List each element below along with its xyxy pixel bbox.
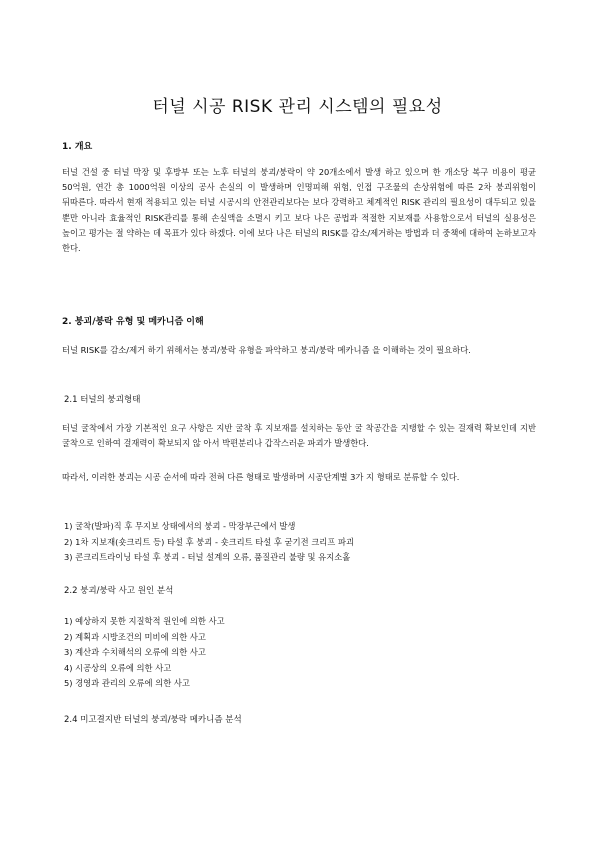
- section-2-intro: 터널 RISK를 감소/제거 하기 위해서는 붕괴/붕락 유형을 파악하고 붕괴/붕락 메카니즘 을 이해하는 것이 필요하다.: [62, 345, 471, 355]
- list-item: 1) 예상하지 못한 지질학적 원인에 의한 사고: [64, 616, 225, 626]
- list-item: 3) 콘크리트라이닝 타설 후 붕괴 - 터널 설계의 오류, 품질관리 불량 및 유지소홀: [64, 552, 351, 562]
- section-2-1-paragraph-2: 따라서, 이러한 붕괴는 시공 순서에 따라 전혀 다른 형태로 발생하며 시공단계별 3가 지 형태로 분류할 수 있다.: [62, 472, 460, 482]
- list-item: 1) 굴착(발파)직 후 무지보 상태에서의 붕괴 - 막장부근에서 발생: [64, 521, 296, 531]
- section-2-1-paragraph-1: 터널 굴착에서 가장 기본적인 요구 사항은 지반 굴착 후 지보재를 설치하는 동안 굴 착공간을 지탱할 수 있는 걸재력 확보인데 지반 굴착으로 인하여 걸재력이 확보되지 않 아서 박편분리나 갑작스러운 파괴가 발생한다.: [62, 423, 536, 449]
- list-item: 3) 계산과 수치해석의 오류에 의한 사고: [64, 647, 206, 657]
- list-item: 2) 계획과 시방조건의 미비에 의한 사고: [64, 631, 206, 642]
- section-1-paragraph: 터널 건설 중 터널 막장 및 후방부 또는 노후 터널의 붕괴/붕락이 약 20개소에서 발생 하고 있으며 한 개소당 복구 비용이 평균 50억원, 연간 총 1000억원 이상의 공사 손실의 이 발생하며 인명피해 위험, 인접 구조물의 손상위험에 따른 2차 붕괴위험이 뒤따른다. 따라서 현재 적용되고 있는 터널 시공시의 안전관리보다는 보다 강력하고 체계적인 RISK 관리의 필요성이 대두되고 있을 뿐만 아니라 효율적인 RISK관리를 통해 손실액을 소멸시 키고 보다 나은 공법과 적절한 지보재를 사용함으로서 터널의 실용성은 높이고 평가는 절 약하는 데 목표가 있다 하겠다. 이에 보다 나은 터널의 RISK를 감소/제거하는 방법과 더 중책에 대하여 논하보고자 한다.: [62, 167, 536, 254]
- section-1-heading: 1. 개요: [62, 142, 93, 152]
- section-2-2-heading: 2.2 붕괴/붕락 사고 원인 분석: [64, 586, 174, 596]
- section-2-4-heading: 2.4 미고결지반 터널의 붕괴/붕락 메카니즘 분석: [64, 715, 242, 725]
- list-item: 2) 1차 지보재(숏크리트 등) 타설 후 붕괴 - 숏크리트 타설 후 굳기전 크리프 파괴: [64, 536, 354, 547]
- accident-cause-list: [64, 614, 225, 692]
- list-item: 4) 시공상의 오류에 의한 사고: [64, 662, 172, 673]
- collapse-type-list: [64, 519, 354, 566]
- document-title: 터널 시공 RISK 관리 시스템의 필요성: [152, 97, 443, 117]
- section-2-heading: 2. 붕괴/붕락 유형 및 메카니즘 이해: [62, 317, 204, 327]
- list-item: 5) 경영과 관리의 오류에 의한 사고: [64, 678, 190, 688]
- section-2-1-heading: 2.1 터널의 붕괴형태: [64, 395, 141, 405]
